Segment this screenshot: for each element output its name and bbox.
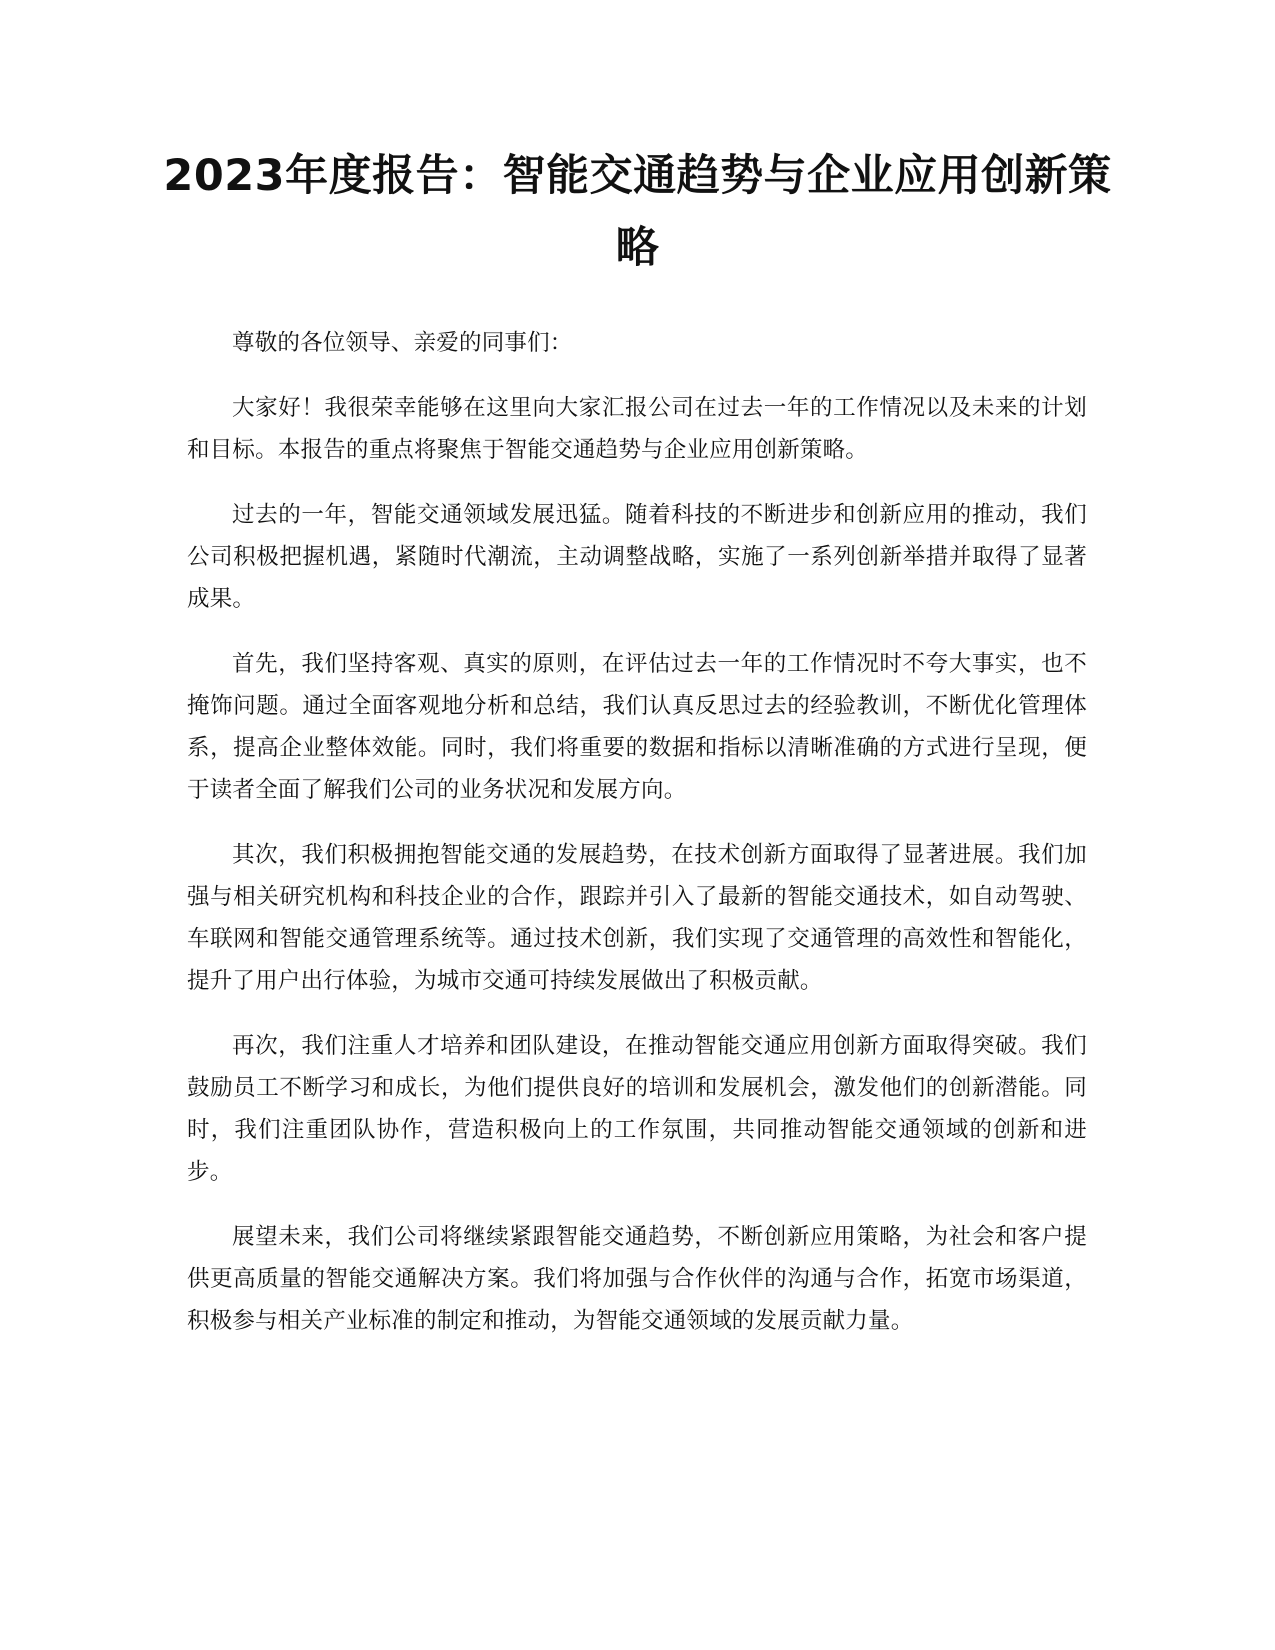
third-point-paragraph: 再次，我们注重人才培养和团队建设，在推动智能交通应用创新方面取得突破。我们鼓励员工不断学习和成长，为他们提供良好的培训和发展机会，激发他们的创新潜能。同时，我们注重团队协作，营造积极向上的工作氛围，共同推动智能交通领域的创新和进步。 (187, 1033, 1087, 1185)
greeting-paragraph: 大家好！我很荣幸能够在这里向大家汇报公司在过去一年的工作情况以及未来的计划和目标。本报告的重点将聚焦于智能交通趋势与企业应用创新策略。 (187, 395, 1087, 463)
salutation-paragraph: 尊敬的各位领导、亲爱的同事们： (232, 330, 573, 356)
document-title: 2023年度报告：智能交通趋势与企业应用创新策略 (163, 151, 1112, 273)
outlook-paragraph: 展望未来，我们公司将继续紧跟智能交通趋势，不断创新应用策略，为社会和客户提供更高质量的智能交通解决方案。我们将加强与合作伙伴的沟通与合作，拓宽市场渠道，积极参与相关产业标准的制定和推动，为智能交通领域的发展贡献力量。 (187, 1224, 1087, 1334)
document-body (187, 322, 1087, 1365)
past-year-paragraph: 过去的一年，智能交通领域发展迅猛。随着科技的不断进步和创新应用的推动，我们公司积极把握机遇，紧随时代潮流，主动调整战略，实施了一系列创新举措并取得了显著成果。 (187, 502, 1087, 612)
second-point-paragraph: 其次，我们积极拥抱智能交通的发展趋势，在技术创新方面取得了显著进展。我们加强与相关研究机构和科技企业的合作，跟踪并引入了最新的智能交通技术，如自动驾驶、车联网和智能交通管理系统等。通过技术创新，我们实现了交通管理的高效性和智能化，提升了用户出行体验，为城市交通可持续发展做出了积极贡献。 (187, 842, 1087, 994)
first-point-paragraph: 首先，我们坚持客观、真实的原则，在评估过去一年的工作情况时不夸大事实，也不掩饰问题。通过全面客观地分析和总结，我们认真反思过去的经验教训，不断优化管理体系，提高企业整体效能。同时，我们将重要的数据和指标以清晰准确的方式进行呈现，便于读者全面了解我们公司的业务状况和发展方向。 (187, 651, 1087, 803)
